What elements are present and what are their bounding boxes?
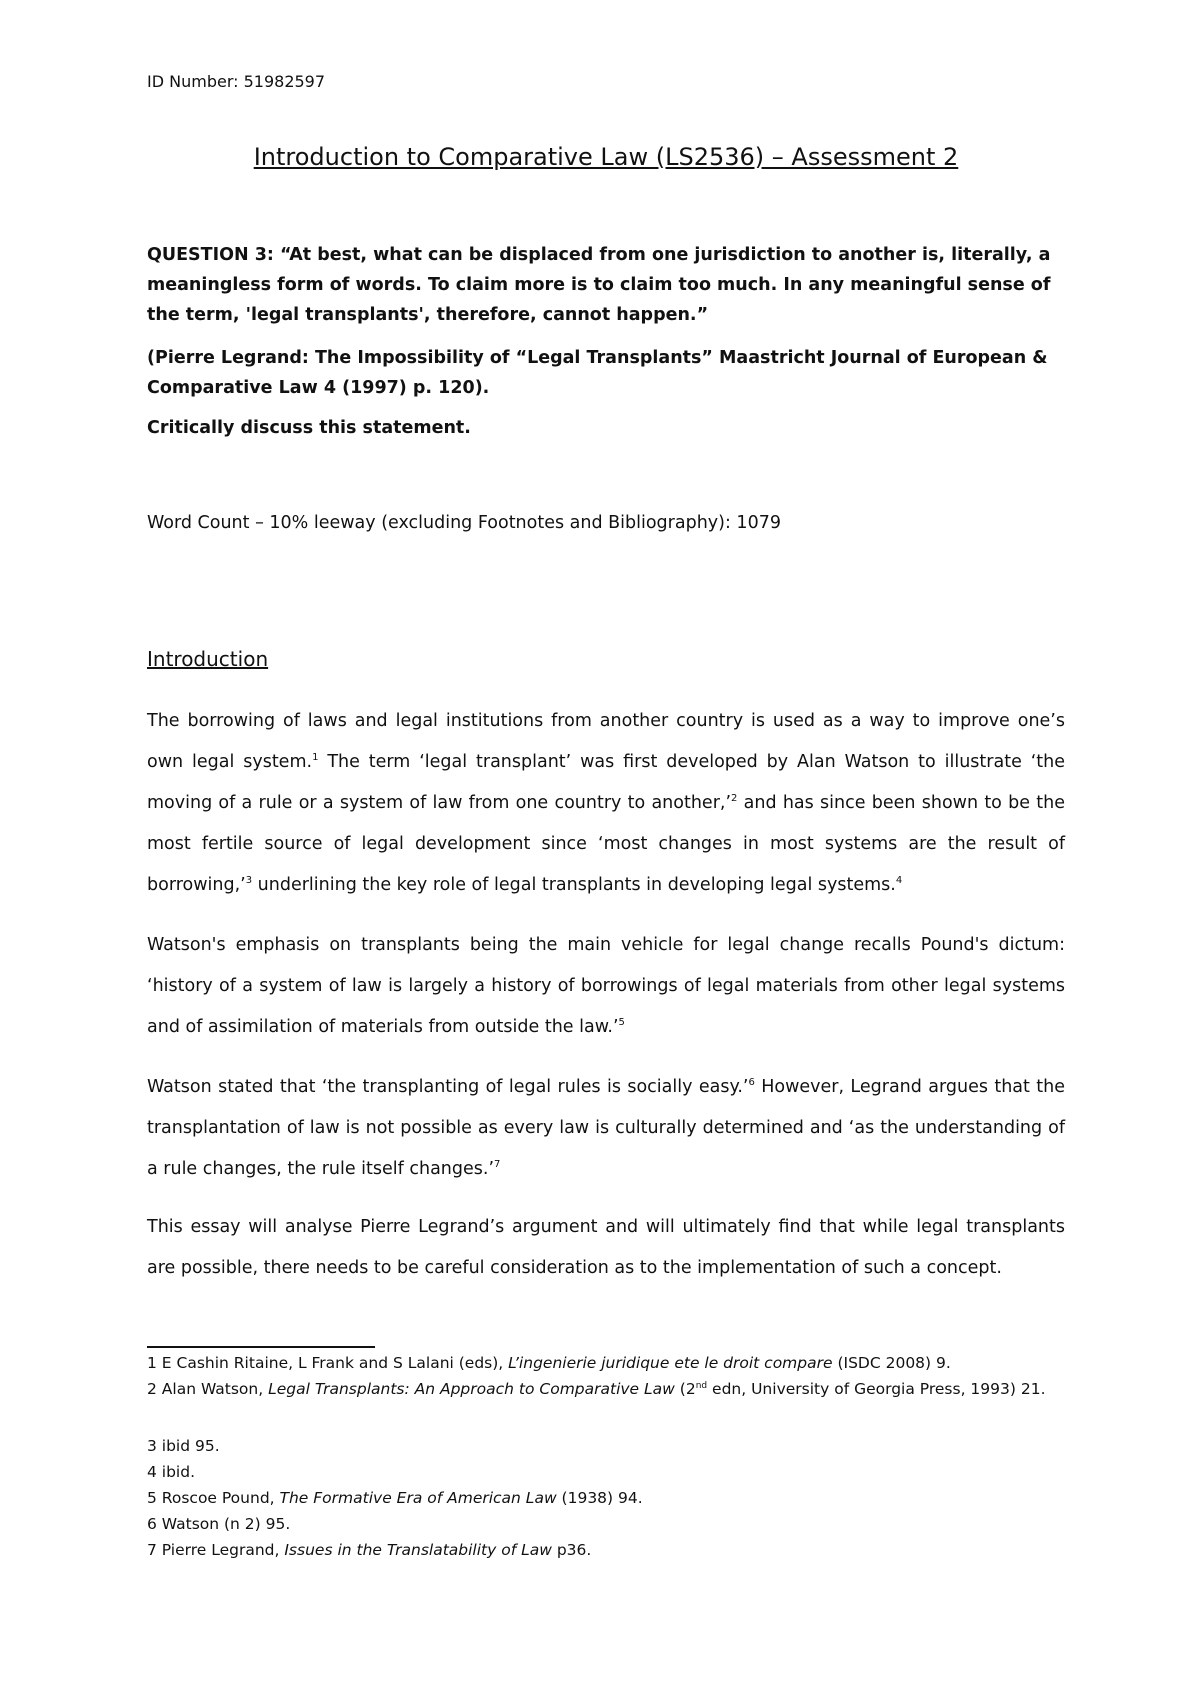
- footnote-title: L’ingenierie juridique ete le droit compare: [508, 1354, 833, 1372]
- word-count: Word Count – 10% leeway (excluding Footnotes and Bibliography): 1079: [147, 513, 781, 533]
- footnote-text: p36.: [551, 1541, 592, 1559]
- paragraph-text: underlining the key role of legal transplants in developing legal systems.: [252, 875, 896, 895]
- footnote-1: [147, 1351, 1065, 1376]
- question-text: QUESTION 3: “At best, what can be displaced from one jurisdiction to another is, literally, a meaningless form of words. To claim more is to claim too much. In any meaningful sense of the term, 'legal transplants', therefore, cannot happen.”: [147, 245, 1051, 325]
- footnote-text: 5 Roscoe Pound,: [147, 1489, 280, 1507]
- footnote-ref-2[interactable]: 2: [731, 793, 738, 805]
- paragraph-text: Watson stated that ‘the transplanting of legal rules is socially easy.’: [147, 1077, 749, 1097]
- footnote-separator: [147, 1346, 375, 1348]
- paragraph-text: However, Legrand argues that the transplantation of law is not possible as every law is culturally determined and ‘as the understanding of a rule changes, the rule itself changes.’: [147, 1077, 1065, 1179]
- ordinal-suffix: nd: [695, 1380, 708, 1391]
- paragraph-text: The borrowing of laws and legal institutions from another country is used as a way to improve one’s own legal system.: [147, 711, 1065, 772]
- introduction-paragraph-3: [147, 1067, 1065, 1190]
- introduction-heading: Introduction: [147, 647, 269, 671]
- page-title: Introduction to Comparative Law (LS2536) – Assessment 2: [253, 143, 959, 171]
- footnote-6: 6 Watson (n 2) 95.: [147, 1515, 291, 1533]
- footnote-text: 7 Pierre Legrand,: [147, 1541, 285, 1559]
- footnote-title: The Formative Era of American Law: [279, 1489, 557, 1507]
- footnote-4: 4 ibid.: [147, 1463, 196, 1481]
- footnote-ref-7[interactable]: 7: [494, 1159, 501, 1171]
- footnote-3: 3 ibid 95.: [147, 1437, 220, 1455]
- footnote-ref-6[interactable]: 6: [748, 1077, 755, 1089]
- paragraph-text: Watson's emphasis on transplants being the main vehicle for legal change recalls Pound's dictum: ‘history of a system of law is largely a history of borrowings of legal materials from other legal systems and of assimilation of materials from outside the law.’: [147, 935, 1065, 1037]
- id-number: ID Number: 51982597: [147, 72, 326, 91]
- footnote-text: (1938) 94.: [556, 1489, 643, 1507]
- introduction-paragraph-1: [147, 701, 1065, 906]
- introduction-paragraph-4: This essay will analyse Pierre Legrand’s argument and will ultimately find that while legal transplants are possible, there needs to be careful consideration as to the implementation of such a concept.: [147, 1217, 1065, 1278]
- footnote-ref-3[interactable]: 3: [245, 875, 253, 887]
- paragraph-text: The term ‘legal transplant’ was first developed by Alan Watson to illustrate ‘the moving of a rule or a system of law from one country to another,’: [147, 752, 1066, 813]
- footnote-text: 1 E Cashin Ritaine, L Frank and S Lalani (eds),: [147, 1354, 509, 1372]
- footnote-text: (2: [674, 1380, 696, 1398]
- question-instruction: Critically discuss this statement.: [147, 418, 471, 438]
- introduction-paragraph-2: [147, 925, 1065, 1048]
- paragraph-text: and has since been shown to be the most fertile source of legal development since ‘most changes in most systems are the result of borrowing,’: [147, 793, 1065, 895]
- question-citation: (Pierre Legrand: The Impossibility of “Legal Transplants” Maastricht Journal of European & Comparative Law 4 (1997) p. 120).: [147, 348, 1048, 398]
- footnote-ref-1[interactable]: 1: [312, 752, 319, 764]
- footnote-7: [147, 1538, 1065, 1563]
- footnote-2: [147, 1377, 1065, 1402]
- footnote-5: [147, 1486, 1065, 1511]
- footnote-ref-5[interactable]: 5: [618, 1017, 625, 1029]
- footnote-text: (ISDC 2008) 9.: [832, 1354, 951, 1372]
- footnote-ref-4[interactable]: 4: [895, 875, 903, 887]
- footnote-title: Issues in the Translatability of Law: [284, 1541, 552, 1559]
- footnote-text: 2 Alan Watson,: [147, 1380, 269, 1398]
- footnote-text: edn, University of Georgia Press, 1993) 21.: [707, 1380, 1046, 1398]
- footnote-title: Legal Transplants: An Approach to Comparative Law: [268, 1380, 675, 1398]
